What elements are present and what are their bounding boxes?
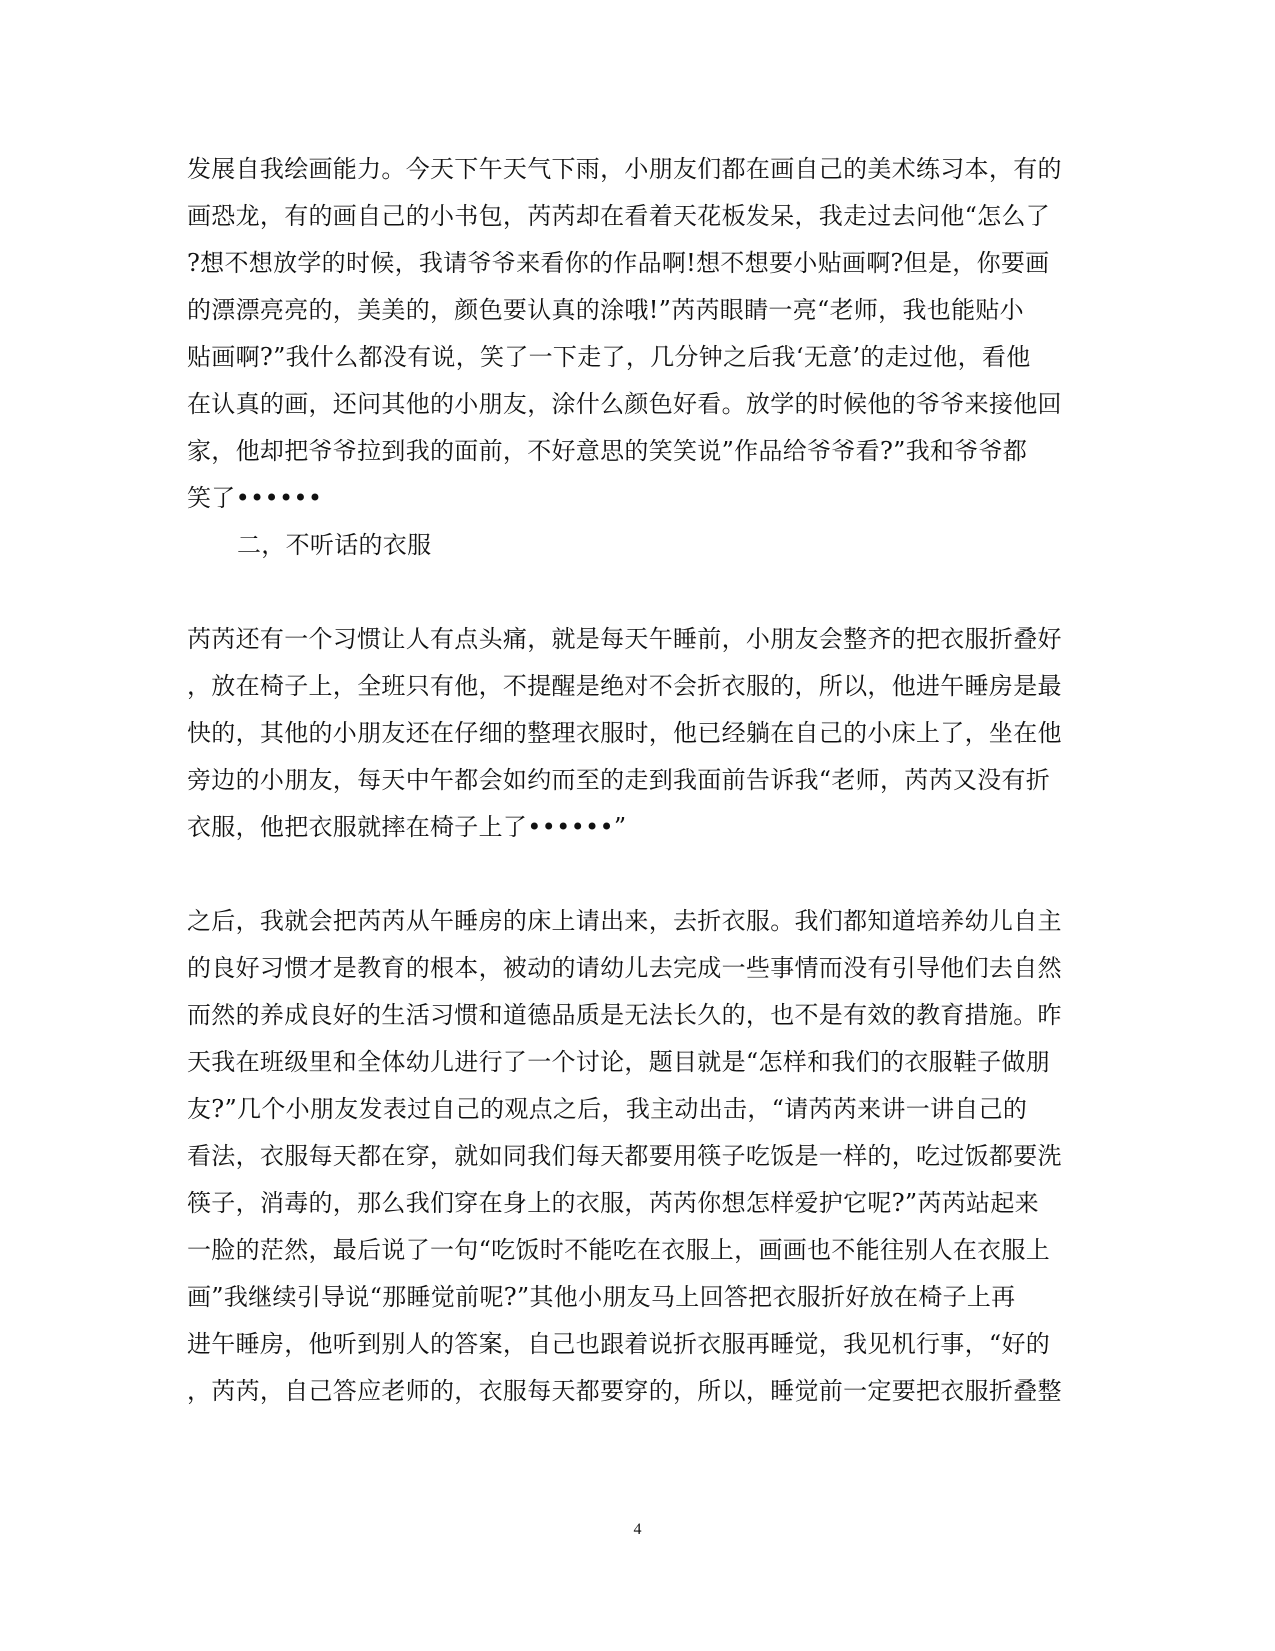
page-number: 4: [633, 1521, 642, 1538]
paragraph-3-line: 看法，衣服每天都在穿，就如同我们每天都要用筷子吃饭是一样的，吃过饭都要洗: [187, 1142, 1062, 1170]
paragraph-1-line: 贴画啊?”我什么都没有说，笑了一下走了，几分钟之后我‘无意’的走过他，看他: [187, 343, 1031, 371]
paragraph-3-line: 的良好习惯才是教育的根本，被动的请幼儿去完成一些事情而没有引导他们去自然: [187, 954, 1062, 982]
paragraph-1-line: 画恐龙，有的画自己的小书包，芮芮却在看着天花板发呆，我走过去问他“怎么了: [187, 202, 1051, 230]
paragraph-1-line: 发展自我绘画能力。今天下午天气下雨，小朋友们都在画自己的美术练习本，有的: [187, 155, 1062, 183]
paragraph-3-line: 天我在班级里和全体幼儿进行了一个讨论，题目就是“怎样和我们的衣服鞋子做朋: [187, 1048, 1051, 1076]
paragraph-2-line: ，放在椅子上，全班只有他，不提醒是绝对不会折衣服的，所以，他进午睡房是最: [187, 672, 1062, 700]
paragraph-1-line: 家，他却把爷爷拉到我的面前，不好意思的笑笑说”作品给爷爷看?”我和爷爷都: [187, 437, 1028, 465]
paragraph-3-line: 而然的养成良好的生活习惯和道德品质是无法长久的，也不是有效的教育措施。昨: [187, 1001, 1062, 1029]
section-heading: 二，不听话的衣服: [237, 531, 432, 559]
paragraph-3-line: 一脸的茫然，最后说了一句“吃饭时不能吃在衣服上，画画也不能往别人在衣服上: [187, 1236, 1051, 1264]
paragraph-1-line: 在认真的画，还问其他的小朋友，涂什么颜色好看。放学的时候他的爷爷来接他回: [187, 390, 1062, 418]
paragraph-1-line: ?想不想放学的时候，我请爷爷来看你的作品啊!想不想要小贴画啊?但是，你要画: [187, 249, 1050, 277]
paragraph-3-line: 友?”几个小朋友发表过自己的观点之后，我主动出击，“请芮芮来讲一讲自己的: [187, 1095, 1028, 1123]
paragraph-3-line: 进午睡房，他听到别人的答案，自己也跟着说折衣服再睡觉，我见机行事，“好的: [187, 1330, 1051, 1358]
paragraph-3-line: 画”我继续引导说“那睡觉前呢?”其他小朋友马上回答把衣服折好放在椅子上再: [187, 1283, 1016, 1311]
paragraph-1-line: 笑了••••••: [187, 484, 323, 512]
paragraph-3-line: ，芮芮，自己答应老师的，衣服每天都要穿的，所以，睡觉前一定要把衣服折叠整: [187, 1377, 1062, 1405]
paragraph-1-line: 的漂漂亮亮的，美美的，颜色要认真的涂哦!”芮芮眼睛一亮“老师，我也能贴小: [187, 296, 1024, 324]
paragraph-2-line: 衣服，他把衣服就摔在椅子上了••••••”: [187, 813, 627, 841]
paragraph-2-line: 芮芮还有一个习惯让人有点头痛，就是每天午睡前，小朋友会整齐的把衣服折叠好: [187, 625, 1062, 653]
paragraph-2-line: 旁边的小朋友，每天中午都会如约而至的走到我面前告诉我“老师，芮芮又没有折: [187, 766, 1051, 794]
paragraph-3-line: 筷子，消毒的，那么我们穿在身上的衣服，芮芮你想怎样爱护它呢?”芮芮站起来: [187, 1189, 1039, 1217]
paragraph-2-line: 快的，其他的小朋友还在仔细的整理衣服时，他已经躺在自己的小床上了，坐在他: [187, 719, 1062, 747]
paragraph-3-line: 之后，我就会把芮芮从午睡房的床上请出来，去折衣服。我们都知道培养幼儿自主: [187, 907, 1062, 935]
